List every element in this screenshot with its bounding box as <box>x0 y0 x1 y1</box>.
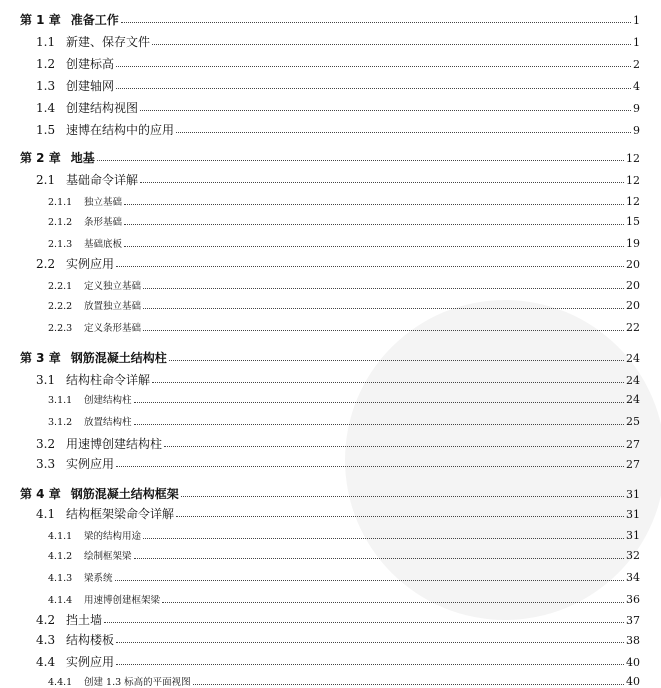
dot-leader <box>143 538 624 539</box>
toc-entry-page: 38 <box>626 634 640 647</box>
toc-entry-page: 37 <box>626 614 640 627</box>
toc-entry-chapter <box>20 488 640 500</box>
toc-entry-title: 绘制框架梁 <box>84 551 132 562</box>
toc-entry-number: 4.4.1 <box>48 677 73 688</box>
toc-entry-title: 条形基础 <box>84 217 123 228</box>
toc-entry-number: 2.2.1 <box>48 281 73 292</box>
toc-entry-section <box>36 124 640 136</box>
dot-leader <box>116 88 631 89</box>
dot-leader <box>124 246 624 247</box>
dot-leader <box>116 642 624 643</box>
toc-entry-page: 27 <box>626 438 640 451</box>
dot-leader <box>116 466 624 467</box>
toc-entry-title: 实例应用 <box>66 257 115 271</box>
toc-entry-page: 20 <box>626 258 640 271</box>
toc-entry-title: 放置结构柱 <box>84 417 132 428</box>
toc-entry-title: 基础命令详解 <box>66 173 139 187</box>
toc-entry-page: 15 <box>626 215 640 228</box>
toc-entry-number: 4.2 <box>36 613 56 627</box>
dot-leader <box>152 44 631 45</box>
dot-leader <box>152 382 624 383</box>
toc-entry-number: 4.3 <box>36 633 56 647</box>
toc-entry-page: 9 <box>633 124 640 137</box>
toc-entry-sub <box>48 416 640 428</box>
dot-leader <box>115 580 624 581</box>
toc-entry-page: 40 <box>626 656 640 669</box>
toc-entry-page: 31 <box>626 508 640 521</box>
toc-entry-sub <box>48 530 640 542</box>
toc-entry-title: 梁的结构用途 <box>84 531 142 542</box>
toc-entry-sub <box>48 196 640 208</box>
toc-entry-sub <box>48 676 640 688</box>
toc-entry-page: 1 <box>633 36 640 49</box>
toc-entry-sub <box>48 322 640 334</box>
toc-entry-number: 2.1.1 <box>48 197 73 208</box>
toc-entry-sub <box>48 238 640 250</box>
dot-leader <box>121 22 631 23</box>
toc-entry-title: 准备工作 <box>70 13 119 27</box>
toc-entry-number: 1.3 <box>36 79 56 93</box>
toc-entry-number: 2.1.3 <box>48 239 73 250</box>
toc-entry-title: 梁系统 <box>84 573 113 584</box>
toc-entry-sub <box>48 594 640 606</box>
toc-entry-number: 1.4 <box>36 101 56 115</box>
toc-entry-number: 第 4 章 <box>20 487 61 501</box>
toc-entry-section <box>36 634 640 646</box>
toc-entry-page: 34 <box>626 571 640 584</box>
dot-leader <box>164 446 624 447</box>
toc-entry-title: 结构楼板 <box>66 633 115 647</box>
dot-leader <box>134 424 624 425</box>
toc-entry-section <box>36 374 640 386</box>
toc-entry-section <box>36 508 640 520</box>
toc-entry-section <box>36 102 640 114</box>
toc-entry-number: 第 1 章 <box>20 13 61 27</box>
toc-entry-number: 2.1.2 <box>48 217 73 228</box>
toc-entry-title: 实例应用 <box>66 655 115 669</box>
toc-entry-sub <box>48 550 640 562</box>
toc-entry-page: 31 <box>626 488 640 501</box>
toc-entry-section <box>36 458 640 470</box>
dot-leader <box>140 110 631 111</box>
toc-entry-title: 放置独立基础 <box>84 301 142 312</box>
toc-entry-number: 1.1 <box>36 35 56 49</box>
toc-entry-number: 4.1.4 <box>48 595 73 606</box>
toc-entry-page: 27 <box>626 458 640 471</box>
toc-entry-page: 32 <box>626 549 640 562</box>
dot-leader <box>143 330 624 331</box>
toc-entry-sub <box>48 572 640 584</box>
toc-entry-page: 36 <box>626 593 640 606</box>
toc-entry-section <box>36 614 640 626</box>
toc-entry-title: 用速博创建框架梁 <box>84 595 161 606</box>
toc-entry-section <box>36 656 640 668</box>
dot-leader <box>143 308 624 309</box>
toc-entry-section <box>36 258 640 270</box>
toc-entry-number: 4.1.1 <box>48 531 73 542</box>
dot-leader <box>116 664 624 665</box>
dot-leader <box>97 160 624 161</box>
toc-entry-title: 创建标高 <box>66 57 115 71</box>
dot-leader <box>134 558 624 559</box>
toc-entry-page: 12 <box>626 174 640 187</box>
toc-entry-page: 12 <box>626 152 640 165</box>
dot-leader <box>162 602 624 603</box>
toc-entry-sub <box>48 300 640 312</box>
toc-entry-section <box>36 80 640 92</box>
toc-entry-page: 19 <box>626 237 640 250</box>
toc-entry-chapter <box>20 152 640 164</box>
toc-entry-sub <box>48 216 640 228</box>
toc-entry-page: 20 <box>626 299 640 312</box>
toc-entry-number: 第 2 章 <box>20 151 61 165</box>
dot-leader <box>134 402 624 403</box>
toc-entry-title: 创建 1.3 标高的平面视图 <box>84 677 191 688</box>
toc-entry-title: 定义独立基础 <box>84 281 142 292</box>
toc-entry-number: 3.2 <box>36 437 56 451</box>
toc-entry-sub <box>48 280 640 292</box>
dot-leader <box>193 684 624 685</box>
toc-entry-number: 2.2.3 <box>48 323 73 334</box>
toc-entry-number: 4.1.3 <box>48 573 73 584</box>
toc-entry-number: 3.3 <box>36 457 56 471</box>
toc-entry-page: 2 <box>633 58 640 71</box>
toc-entry-number: 3.1 <box>36 373 56 387</box>
toc-entry-title: 结构框架梁命令详解 <box>66 507 175 521</box>
toc-entry-title: 实例应用 <box>66 457 115 471</box>
toc-entry-page: 40 <box>626 675 640 688</box>
toc-entry-title: 创建轴网 <box>66 79 115 93</box>
dot-leader <box>116 66 631 67</box>
dot-leader <box>181 496 624 497</box>
toc-entry-title: 钢筋混凝土结构柱 <box>70 351 167 365</box>
toc-entry-sub <box>48 394 640 406</box>
toc-entry-title: 新建、保存文件 <box>66 35 151 49</box>
dot-leader <box>176 132 631 133</box>
toc-entry-chapter <box>20 14 640 26</box>
toc-entry-number: 2.1 <box>36 173 56 187</box>
toc-entry-number: 3.1.2 <box>48 417 73 428</box>
toc-entry-title: 基础底板 <box>84 239 123 250</box>
dot-leader <box>124 224 624 225</box>
toc-entry-title: 创建结构柱 <box>84 395 132 406</box>
toc-entry-page: 24 <box>626 393 640 406</box>
toc-entry-number: 第 3 章 <box>20 351 61 365</box>
toc-entry-section <box>36 58 640 70</box>
toc-entry-page: 9 <box>633 102 640 115</box>
toc-entry-title: 挡土墙 <box>66 613 103 627</box>
toc-entry-page: 12 <box>626 195 640 208</box>
toc-entry-number: 4.1.2 <box>48 551 73 562</box>
toc-entry-page: 25 <box>626 415 640 428</box>
dot-leader <box>124 204 624 205</box>
toc-entry-number: 3.1.1 <box>48 395 73 406</box>
toc-entry-number: 2.2.2 <box>48 301 73 312</box>
toc-entry-section <box>36 36 640 48</box>
toc-entry-page: 22 <box>626 321 640 334</box>
toc-entry-title: 钢筋混凝土结构框架 <box>70 487 179 501</box>
toc-entry-chapter <box>20 352 640 364</box>
toc-entry-number: 4.4 <box>36 655 56 669</box>
toc-entry-page: 20 <box>626 279 640 292</box>
toc-entry-number: 1.2 <box>36 57 56 71</box>
dot-leader <box>176 516 624 517</box>
toc-entry-title: 结构柱命令详解 <box>66 373 151 387</box>
toc-entry-number: 4.1 <box>36 507 56 521</box>
toc-entry-page: 24 <box>626 374 640 387</box>
toc-entry-page: 4 <box>633 80 640 93</box>
toc-entry-number: 1.5 <box>36 123 56 137</box>
dot-leader <box>169 360 624 361</box>
toc-entry-section <box>36 438 640 450</box>
toc-entry-section <box>36 174 640 186</box>
toc-entry-title: 用速博创建结构柱 <box>66 437 163 451</box>
toc-entry-page: 24 <box>626 352 640 365</box>
toc-entry-title: 创建结构视图 <box>66 101 139 115</box>
dot-leader <box>143 288 624 289</box>
toc-entry-title: 定义条形基础 <box>84 323 142 334</box>
toc-entry-title: 速博在结构中的应用 <box>66 123 175 137</box>
dot-leader <box>140 182 624 183</box>
toc-entry-title: 独立基础 <box>84 197 123 208</box>
toc-entry-page: 31 <box>626 529 640 542</box>
toc-entry-number: 2.2 <box>36 257 56 271</box>
dot-leader <box>116 266 624 267</box>
dot-leader <box>104 622 624 623</box>
toc-entry-page: 1 <box>633 14 640 27</box>
toc-entry-title: 地基 <box>70 151 95 165</box>
